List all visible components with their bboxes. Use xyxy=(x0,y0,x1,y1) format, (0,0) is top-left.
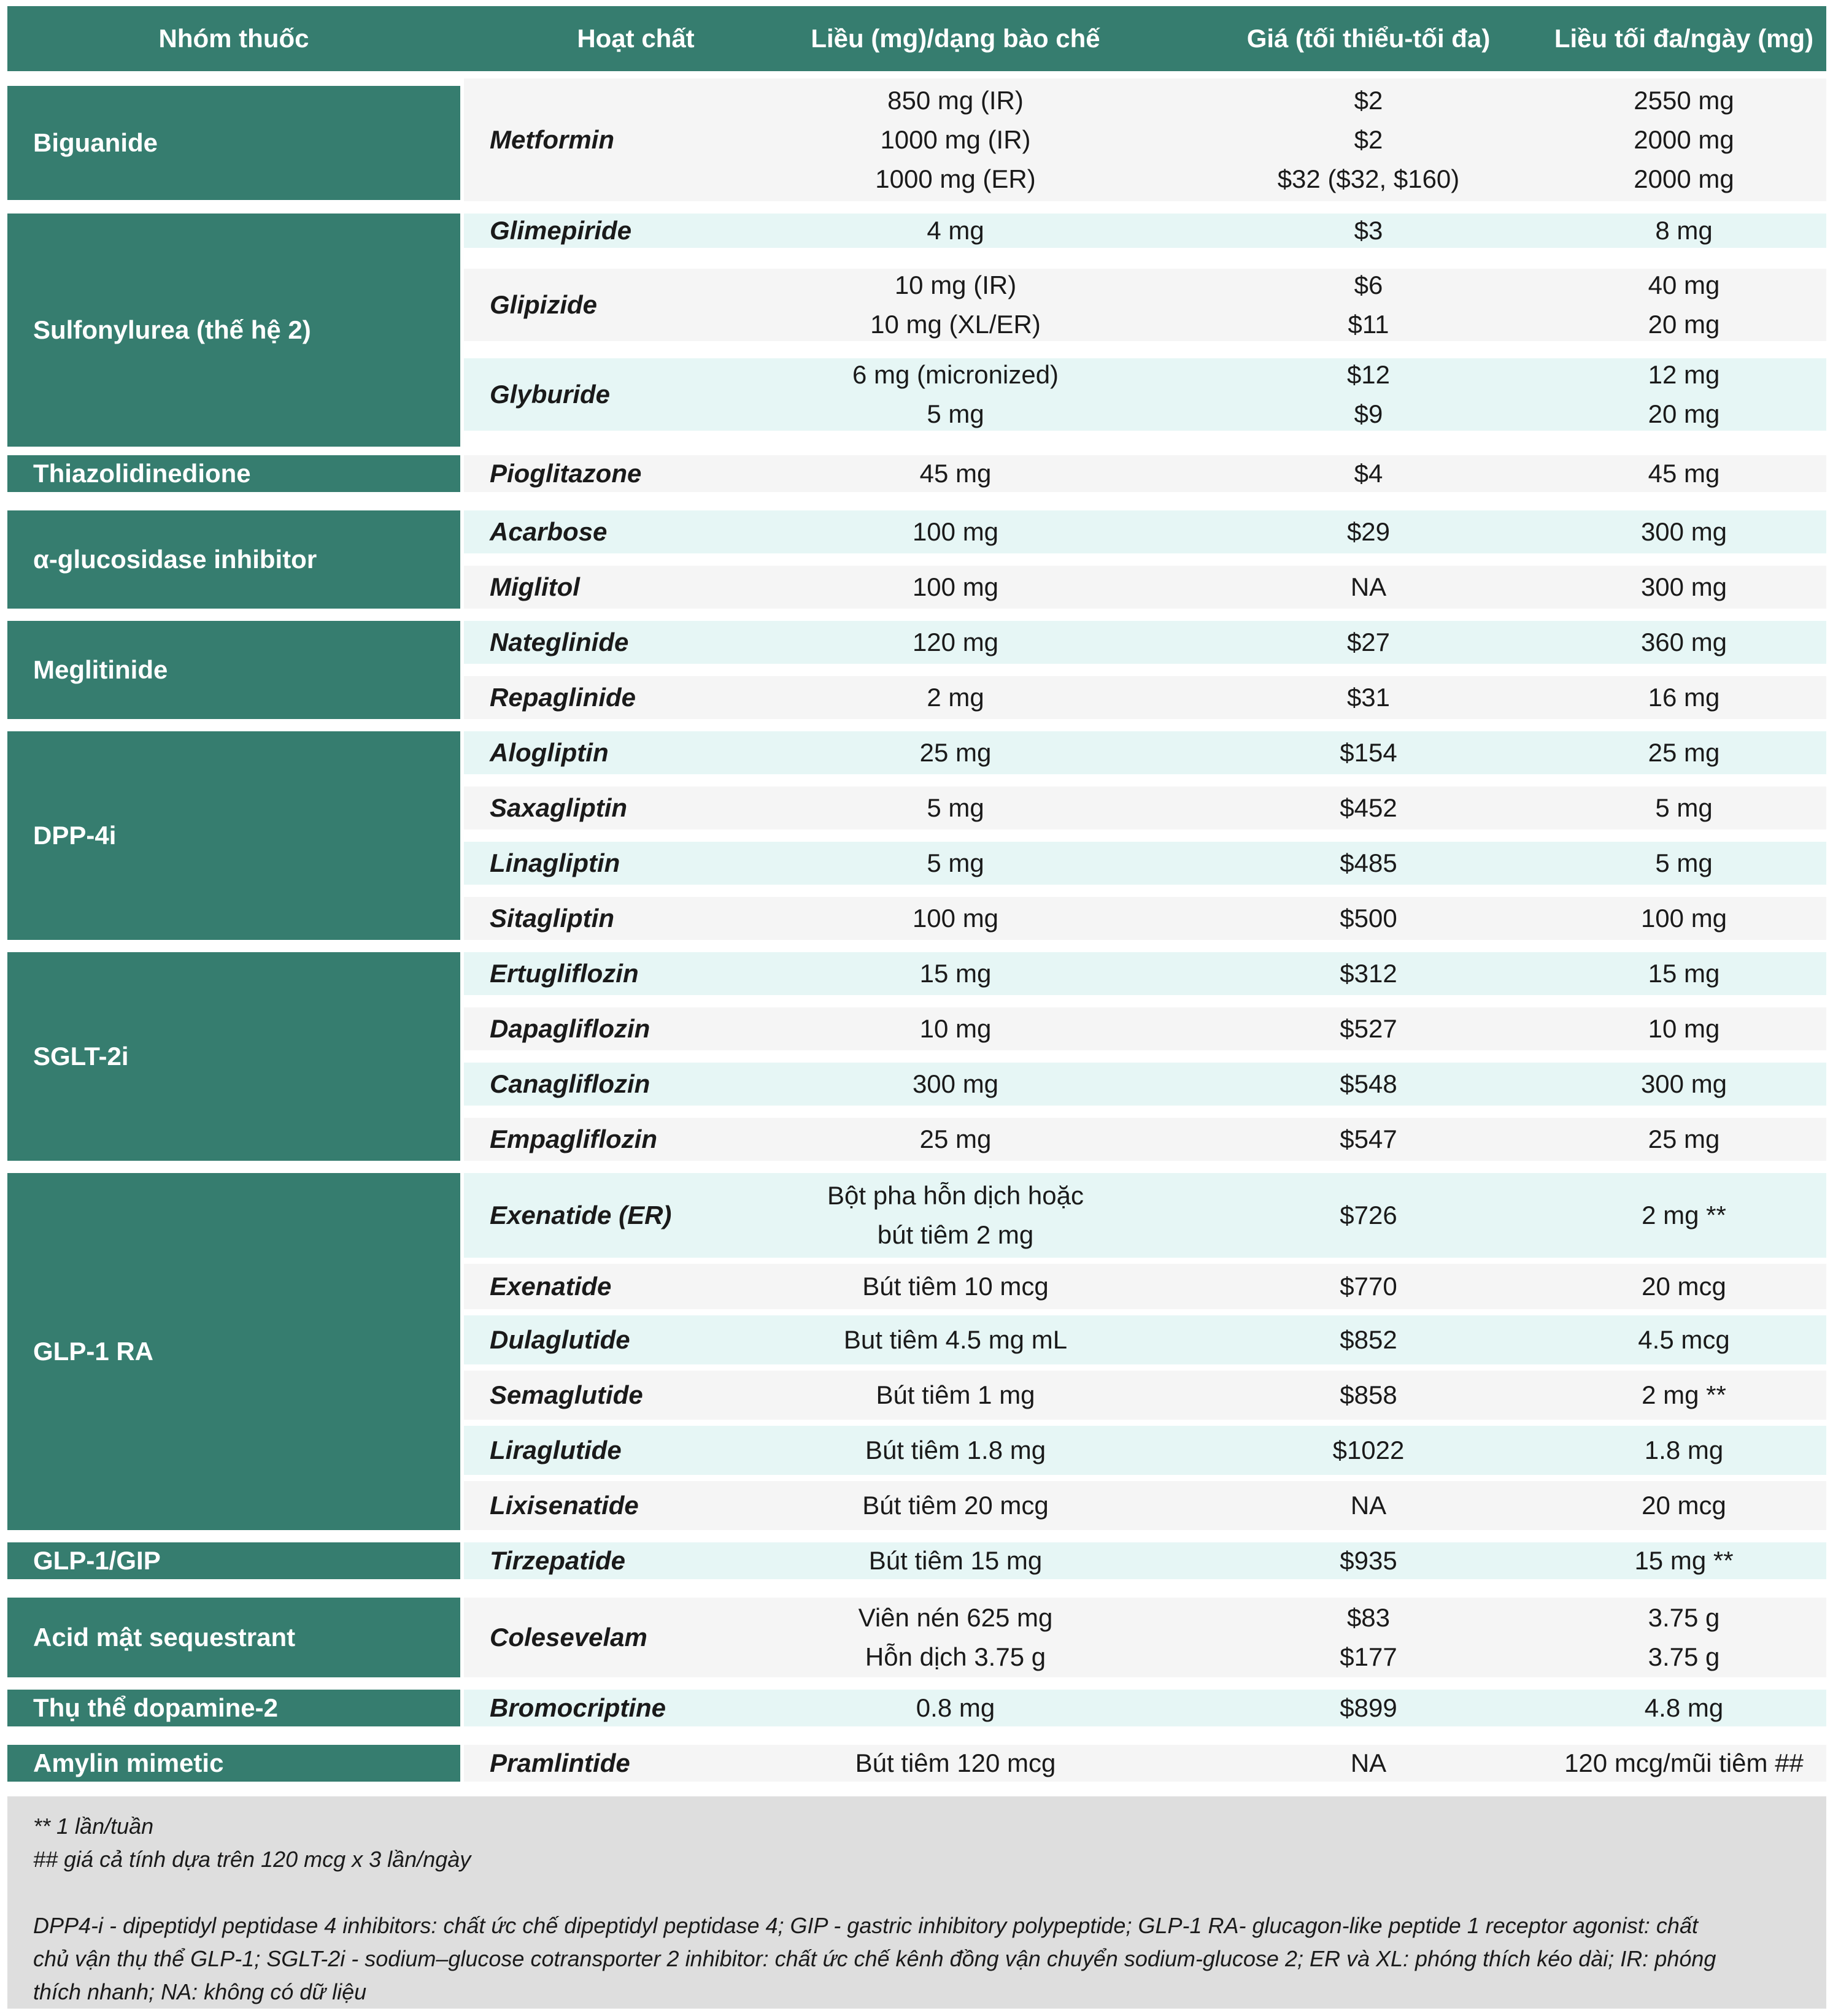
price-cell xyxy=(1215,1063,1522,1106)
drug-name: Repaglinide xyxy=(490,683,636,712)
dose-cell xyxy=(713,1173,1198,1258)
dose-value: 10 mg (IR) xyxy=(894,271,1017,299)
max-dose-value: 360 mg xyxy=(1640,628,1727,656)
max-dose-value: 15 mg ** xyxy=(1634,1546,1734,1575)
dose-cell xyxy=(713,79,1198,201)
price-value: $770 xyxy=(1340,1272,1397,1301)
dose-cell xyxy=(713,1542,1198,1579)
price-value: $177 xyxy=(1340,1642,1397,1671)
price-cell xyxy=(1215,1426,1522,1475)
table-row xyxy=(464,1690,1826,1726)
drug-name: Saxagliptin xyxy=(490,793,628,822)
max-dose-value: 10 mg xyxy=(1648,1014,1720,1043)
drug-name: Semaglutide xyxy=(490,1380,643,1409)
dose-value: 5 mg xyxy=(927,793,984,822)
table-row xyxy=(464,1264,1826,1309)
dose-cell xyxy=(713,269,1198,341)
table-row xyxy=(464,214,1826,248)
price-cell xyxy=(1215,1264,1522,1309)
max-cell xyxy=(1542,269,1826,341)
table-row xyxy=(464,787,1826,829)
price-value: $500 xyxy=(1340,904,1397,933)
drug-group-label: Meglitinide xyxy=(7,621,460,719)
drug-name: Canagliflozin xyxy=(490,1069,650,1098)
price-value: $312 xyxy=(1340,959,1397,988)
drug-group-label: Thiazolidinedione xyxy=(7,455,460,492)
dose-value: 1000 mg (IR) xyxy=(880,125,1031,154)
price-value: $485 xyxy=(1340,848,1397,877)
price-value: $899 xyxy=(1340,1693,1397,1722)
footnotes xyxy=(7,1796,1826,2009)
dose-cell xyxy=(713,1481,1198,1530)
price-cell xyxy=(1215,1745,1522,1782)
price-cell xyxy=(1215,214,1522,248)
table-row xyxy=(464,1481,1826,1530)
dose-cell xyxy=(713,676,1198,719)
price-value: $154 xyxy=(1340,738,1397,767)
max-dose-value: 8 mg xyxy=(1655,216,1713,245)
price-value: $452 xyxy=(1340,793,1397,822)
price-cell xyxy=(1215,731,1522,774)
header-price: Giá (tối thiểu-tối đa) xyxy=(1246,24,1491,53)
drug-name: Sitagliptin xyxy=(490,904,614,933)
dose-cell xyxy=(713,842,1198,885)
dose-cell xyxy=(713,731,1198,774)
dose-value: 45 mg xyxy=(919,459,992,488)
table-row xyxy=(464,566,1826,609)
dose-cell xyxy=(713,1371,1198,1420)
price-cell xyxy=(1215,952,1522,995)
table-row xyxy=(464,1598,1826,1677)
max-dose-value: 20 mcg xyxy=(1642,1491,1726,1520)
max-dose-value: 1.8 mg xyxy=(1644,1436,1724,1464)
header-group: Nhóm thuốc xyxy=(158,24,309,53)
dose-cell xyxy=(713,897,1198,940)
drug-name: Glyburide xyxy=(490,380,611,409)
price-value: $12 xyxy=(1346,360,1391,389)
max-cell xyxy=(1542,621,1826,664)
price-cell xyxy=(1215,1481,1522,1530)
table-row xyxy=(464,952,1826,995)
table-row xyxy=(464,1118,1826,1161)
price-cell xyxy=(1215,1542,1522,1579)
dose-value: 15 mg xyxy=(919,959,992,988)
dose-cell xyxy=(713,214,1198,248)
table-row xyxy=(464,79,1826,201)
dose-cell xyxy=(713,1264,1198,1309)
price-cell xyxy=(1215,1007,1522,1050)
dose-value: 5 mg xyxy=(927,399,984,428)
max-cell xyxy=(1542,1426,1826,1475)
max-cell xyxy=(1542,1118,1826,1161)
drug-name: Glimepiride xyxy=(490,216,632,245)
drug-name: Bromocriptine xyxy=(490,1693,666,1722)
dose-value: 6 mg (micronized) xyxy=(852,360,1059,389)
dose-value: Bút tiêm 1 mg xyxy=(876,1380,1035,1409)
price-cell xyxy=(1215,1598,1522,1677)
max-cell xyxy=(1542,566,1826,609)
price-cell xyxy=(1215,1173,1522,1258)
drug-name: Linagliptin xyxy=(490,848,620,877)
drug-name: Acarbose xyxy=(490,517,608,546)
max-cell xyxy=(1542,1542,1826,1579)
price-value: $726 xyxy=(1340,1201,1397,1229)
price-value: $527 xyxy=(1340,1014,1397,1043)
price-value: $935 xyxy=(1340,1546,1397,1575)
max-dose-value: 5 mg xyxy=(1655,848,1713,877)
dose-value: Bút tiêm 120 mcg xyxy=(855,1749,1056,1777)
max-cell xyxy=(1542,787,1826,829)
dose-value: Bột pha hỗn dịch hoặc xyxy=(827,1181,1084,1210)
max-dose-value: 2000 mg xyxy=(1634,164,1734,193)
dose-value: Bút tiêm 20 mcg xyxy=(862,1491,1049,1520)
max-dose-value: 3.75 g xyxy=(1648,1642,1720,1671)
max-cell xyxy=(1542,1481,1826,1530)
max-dose-value: 4.8 mg xyxy=(1644,1693,1724,1722)
drug-name: Pioglitazone xyxy=(490,459,642,488)
max-dose-value: 300 mg xyxy=(1640,517,1727,546)
table-row xyxy=(464,842,1826,885)
drug-group-label: α-glucosidase inhibitor xyxy=(7,510,460,609)
max-dose-value: 4.5 mcg xyxy=(1638,1325,1730,1354)
max-cell xyxy=(1542,1173,1826,1258)
dose-cell xyxy=(713,952,1198,995)
dose-value: But tiêm 4.5 mg mL xyxy=(843,1325,1068,1354)
table-row xyxy=(464,455,1826,492)
max-cell xyxy=(1542,214,1826,248)
price-cell xyxy=(1215,621,1522,664)
drug-name: Miglitol xyxy=(490,572,580,601)
drug-group-label: Thụ thể dopamine-2 xyxy=(7,1690,460,1726)
price-value: $3 xyxy=(1354,216,1383,245)
price-value: $1022 xyxy=(1332,1436,1405,1464)
dose-cell xyxy=(713,1063,1198,1106)
dose-value: Hỗn dịch 3.75 g xyxy=(865,1642,1046,1671)
max-dose-value: 2 mg ** xyxy=(1642,1201,1726,1229)
dose-value: Bút tiêm 10 mcg xyxy=(862,1272,1049,1301)
table-header xyxy=(7,6,1826,71)
max-cell xyxy=(1542,79,1826,201)
drug-name: Dulaglutide xyxy=(490,1325,630,1354)
dose-cell xyxy=(713,455,1198,492)
max-dose-value: 20 mcg xyxy=(1642,1272,1726,1301)
dose-cell xyxy=(713,787,1198,829)
table-row xyxy=(464,731,1826,774)
abbreviations-line: DPP4-i - dipeptidyl peptidase 4 inhibitors: chất ức chế dipeptidyl peptidase 4; GIP - gastric inhibitory polypeptide; GLP-1 RA- glucagon-like peptide 1 receptor agonist: chất xyxy=(33,1913,1698,1938)
dose-value: 5 mg xyxy=(927,848,984,877)
max-dose-value: 2550 mg xyxy=(1634,86,1734,115)
drug-name: Pramlintide xyxy=(490,1749,630,1777)
max-cell xyxy=(1542,897,1826,940)
max-cell xyxy=(1542,1745,1826,1782)
dose-cell xyxy=(713,566,1198,609)
drug-group-label: GLP-1/GIP xyxy=(7,1542,460,1579)
max-dose-value: 25 mg xyxy=(1648,738,1720,767)
drug-group-label: Sulfonylurea (thế hệ 2) xyxy=(7,214,460,447)
drug-name: Exenatide (ER) xyxy=(490,1201,672,1229)
max-cell xyxy=(1542,1690,1826,1726)
dose-cell xyxy=(713,1745,1198,1782)
table-row xyxy=(464,1371,1826,1420)
dose-value: 300 mg xyxy=(912,1069,999,1098)
table-row xyxy=(464,269,1826,341)
drug-name: Glipizide xyxy=(490,290,598,319)
price-value: NA xyxy=(1350,1491,1387,1520)
table-row xyxy=(464,1315,1826,1364)
max-cell xyxy=(1542,358,1826,431)
drug-group-label: Acid mật sequestrant xyxy=(7,1598,460,1677)
max-dose-value: 15 mg xyxy=(1648,959,1720,988)
price-cell xyxy=(1215,842,1522,885)
dose-value: bút tiêm 2 mg xyxy=(877,1220,1034,1249)
price-value: $83 xyxy=(1346,1603,1391,1632)
price-cell xyxy=(1215,269,1522,341)
max-cell xyxy=(1542,731,1826,774)
dose-cell xyxy=(713,1315,1198,1364)
dose-value: 0.8 mg xyxy=(916,1693,995,1722)
dose-value: 10 mg xyxy=(919,1014,992,1043)
dose-value: 120 mg xyxy=(912,628,999,656)
max-cell xyxy=(1542,842,1826,885)
table-row xyxy=(464,1063,1826,1106)
max-cell xyxy=(1542,676,1826,719)
max-cell xyxy=(1542,1063,1826,1106)
drug-name: Colesevelam xyxy=(490,1623,647,1652)
price-cell xyxy=(1215,455,1522,492)
price-cell xyxy=(1215,566,1522,609)
dose-value: 850 mg (IR) xyxy=(887,86,1024,115)
dose-value: 10 mg (XL/ER) xyxy=(870,310,1041,339)
price-value: $2 xyxy=(1354,86,1383,115)
header-max: Liều tối đa/ngày (mg) xyxy=(1554,24,1814,53)
drug-name: Lixisenatide xyxy=(490,1491,639,1520)
drug-name: Metformin xyxy=(490,125,614,154)
drug-group-label: Amylin mimetic xyxy=(7,1745,460,1782)
max-dose-value: 45 mg xyxy=(1648,459,1720,488)
max-dose-value: 3.75 g xyxy=(1648,1603,1720,1632)
max-dose-value: 20 mg xyxy=(1648,399,1720,428)
drug-name: Empagliflozin xyxy=(490,1125,657,1153)
max-cell xyxy=(1542,952,1826,995)
abbreviations-line: thích nhanh; NA: không có dữ liệu xyxy=(33,1979,367,2004)
price-value: NA xyxy=(1350,572,1387,601)
price-value: $9 xyxy=(1354,399,1383,428)
max-dose-value: 16 mg xyxy=(1648,683,1720,712)
table-row xyxy=(464,1745,1826,1782)
drug-name: Exenatide xyxy=(490,1272,612,1301)
header-drug: Hoạt chất xyxy=(577,24,695,53)
footnote-price-basis: ## giá cả tính dựa trên 120 mcg x 3 lần/ngày xyxy=(33,1847,471,1872)
price-cell xyxy=(1215,897,1522,940)
drug-group-label: SGLT-2i xyxy=(7,952,460,1161)
dose-cell xyxy=(713,1598,1198,1677)
drug-name: Dapagliflozin xyxy=(490,1014,650,1043)
price-value: $852 xyxy=(1340,1325,1397,1354)
drug-name: Ertugliflozin xyxy=(490,959,639,988)
table-row xyxy=(464,1007,1826,1050)
price-cell xyxy=(1215,1315,1522,1364)
dose-value: 25 mg xyxy=(919,738,992,767)
table-row xyxy=(464,510,1826,553)
price-value: $32 ($32, $160) xyxy=(1277,164,1460,193)
price-value: NA xyxy=(1350,1749,1387,1777)
dose-cell xyxy=(713,1007,1198,1050)
table-row xyxy=(464,358,1826,431)
max-dose-value: 25 mg xyxy=(1648,1125,1720,1153)
max-dose-value: 12 mg xyxy=(1648,360,1720,389)
drug-group-label: GLP-1 RA xyxy=(7,1173,460,1530)
table-row xyxy=(464,676,1826,719)
max-cell xyxy=(1542,455,1826,492)
price-value: $2 xyxy=(1354,125,1383,154)
dose-value: Bút tiêm 15 mg xyxy=(868,1546,1043,1575)
price-cell xyxy=(1215,1371,1522,1420)
max-dose-value: 300 mg xyxy=(1640,1069,1727,1098)
price-cell xyxy=(1215,1118,1522,1161)
max-dose-value: 2000 mg xyxy=(1634,125,1734,154)
price-cell xyxy=(1215,676,1522,719)
max-dose-value: 40 mg xyxy=(1648,271,1720,299)
max-dose-value: 20 mg xyxy=(1648,310,1720,339)
max-cell xyxy=(1542,1598,1826,1677)
drug-name: Liraglutide xyxy=(490,1436,622,1464)
price-value: $29 xyxy=(1346,517,1391,546)
max-cell xyxy=(1542,1007,1826,1050)
price-value: $547 xyxy=(1340,1125,1397,1153)
price-value: $548 xyxy=(1340,1069,1397,1098)
price-cell xyxy=(1215,510,1522,553)
dose-cell xyxy=(713,510,1198,553)
table-row xyxy=(464,1173,1826,1258)
dose-cell xyxy=(713,1690,1198,1726)
price-cell xyxy=(1215,358,1522,431)
dose-cell xyxy=(713,1118,1198,1161)
table-row xyxy=(464,897,1826,940)
price-value: $27 xyxy=(1346,628,1391,656)
dose-value: 25 mg xyxy=(919,1125,992,1153)
price-cell xyxy=(1215,1690,1522,1726)
max-cell xyxy=(1542,510,1826,553)
drug-name: Tirzepatide xyxy=(490,1546,625,1575)
max-cell xyxy=(1542,1264,1826,1309)
price-value: $4 xyxy=(1354,459,1383,488)
price-cell xyxy=(1215,787,1522,829)
max-dose-value: 5 mg xyxy=(1655,793,1713,822)
abbreviations-line: chủ vận thụ thể GLP-1; SGLT-2i - sodium–glucose cotransporter 2 inhibitor: chất ức chế kênh đồng vận chuyển sodium-glucose 2; ER và XL: phóng thích kéo dài; IR: phóng xyxy=(33,1946,1716,1971)
table-row xyxy=(464,1542,1826,1579)
dose-value: 2 mg xyxy=(927,683,984,712)
dose-value: 100 mg xyxy=(912,904,999,933)
price-value: $31 xyxy=(1346,683,1391,712)
table-row xyxy=(464,1426,1826,1475)
dose-cell xyxy=(713,358,1198,431)
max-dose-value: 100 mg xyxy=(1640,904,1727,933)
table-row xyxy=(464,621,1826,664)
drug-group-label: Biguanide xyxy=(7,86,460,200)
header-dose: Liều (mg)/dạng bào chế xyxy=(811,24,1100,53)
drug-name: Nateglinide xyxy=(490,628,629,656)
price-value: $6 xyxy=(1354,271,1383,299)
max-dose-value: 120 mcg/mũi tiêm ## xyxy=(1564,1749,1804,1777)
footnote-weekly: ** 1 lần/tuần xyxy=(33,1814,154,1839)
max-cell xyxy=(1542,1315,1826,1364)
dose-value: 1000 mg (ER) xyxy=(875,164,1036,193)
dose-value: Viên nén 625 mg xyxy=(858,1603,1053,1632)
dose-value: Bút tiêm 1.8 mg xyxy=(865,1436,1046,1464)
dose-value: 100 mg xyxy=(912,517,999,546)
max-dose-value: 2 mg ** xyxy=(1642,1380,1726,1409)
price-value: $858 xyxy=(1340,1380,1397,1409)
dose-cell xyxy=(713,1426,1198,1475)
dose-value: 100 mg xyxy=(912,572,999,601)
drug-group-label: DPP-4i xyxy=(7,731,460,940)
max-cell xyxy=(1542,1371,1826,1420)
price-cell xyxy=(1215,79,1522,201)
max-dose-value: 300 mg xyxy=(1640,572,1727,601)
price-value: $11 xyxy=(1348,310,1389,339)
dose-cell xyxy=(713,621,1198,664)
drug-name: Alogliptin xyxy=(490,738,609,767)
dose-value: 4 mg xyxy=(927,216,984,245)
